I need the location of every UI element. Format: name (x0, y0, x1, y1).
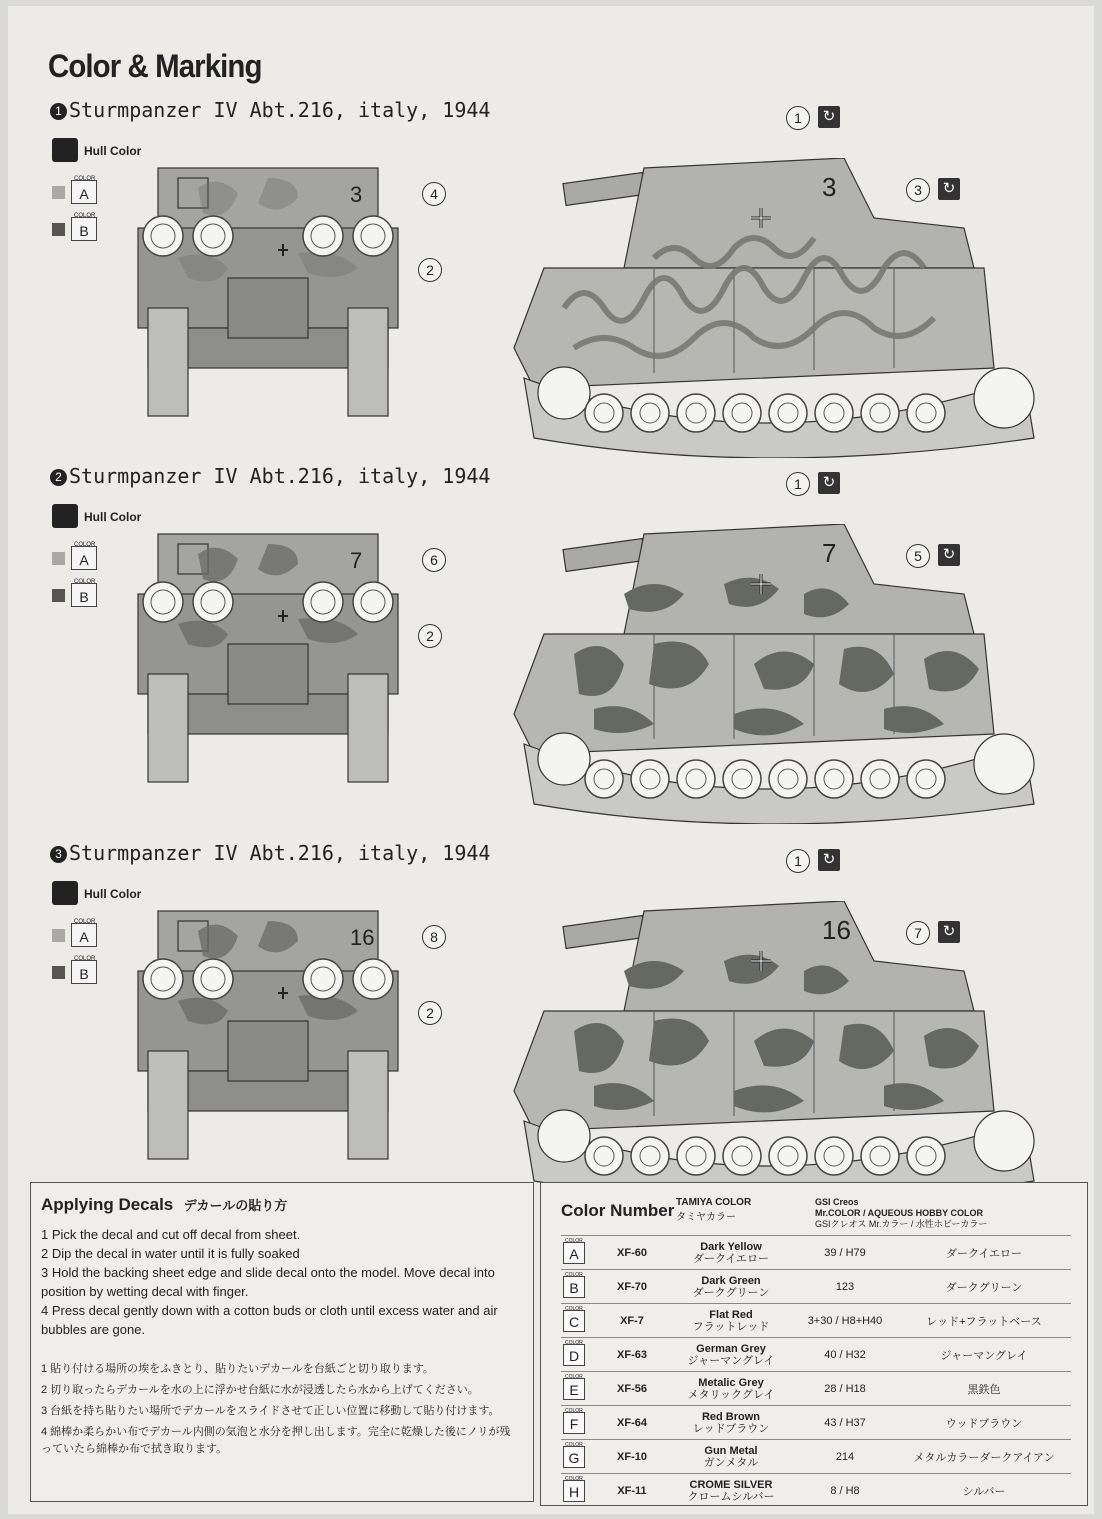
color-name-jp: ダークグリーン (692, 1286, 770, 1299)
color-name: Metalic Grey (698, 1376, 764, 1389)
color-row (561, 1270, 1071, 1304)
section-heading (50, 464, 490, 488)
swatch-color-b (52, 966, 65, 979)
color-letter-box: COLOR A (563, 1242, 585, 1264)
section-heading (50, 98, 490, 122)
color-letter-box: COLOR C (563, 1310, 585, 1332)
color-name-jp: レッドブラウン (692, 1422, 770, 1435)
section-title: Sturmpanzer IV Abt.216, italy, 1944 (69, 841, 491, 865)
swatch-color-b (52, 589, 65, 602)
rear-view-drawing (118, 524, 418, 784)
color-letter-box: COLOR H (563, 1480, 585, 1502)
callout-side-number: 5 (906, 544, 930, 568)
marking-section-3 (8, 841, 1094, 1181)
tamiya-code: XF-7 (595, 1304, 669, 1338)
color-row (561, 1406, 1071, 1440)
side-hull-number: 3 (822, 172, 837, 202)
gsi-header-1: GSI Creos (815, 1197, 859, 1207)
decal-step-jp-1: 1 貼り付ける場所の埃をふきとり、貼りたいデカールを台紙ごと切り取ります。 (41, 1363, 434, 1375)
gsi-name-jp: ダークグリーン (897, 1270, 1071, 1304)
paint-brush-icon (52, 881, 78, 905)
tamiya-header-jp: タミヤカラー (676, 1212, 736, 1223)
applying-decals-box (30, 1182, 534, 1502)
color-name-jp: メタリックグレイ (687, 1388, 775, 1401)
gsi-code: 3+30 / H8+H40 (793, 1304, 897, 1338)
swatch-color-a (52, 929, 65, 942)
gsi-code: 214 (793, 1440, 897, 1474)
color-tag-b: COLOR B (71, 960, 97, 984)
marking-section-2 (8, 464, 1094, 804)
gsi-code: 28 / H18 (793, 1372, 897, 1406)
tamiya-code: XF-63 (595, 1338, 669, 1372)
color-row (561, 1236, 1071, 1270)
color-letter-box: COLOR E (563, 1378, 585, 1400)
decal-step-4: 4 Press decal gently down with a cotton buds or cloth until excess water and air bubbles are gone. (41, 1303, 498, 1337)
rear-view-drawing (118, 901, 418, 1161)
decal-step-1: 1 Pick the decal and cut off decal from sheet. (41, 1227, 301, 1242)
color-letter-box: COLOR G (563, 1446, 585, 1468)
decal-icon: ↻ (818, 849, 840, 871)
color-name: German Grey (696, 1342, 766, 1355)
color-name: Flat Red (709, 1308, 753, 1321)
decal-step-3: 3 Hold the backing sheet edge and slide decal onto the model. Move decal into position by wetting decal with finger. (41, 1265, 495, 1299)
callout-side-cross: 1 (786, 472, 810, 496)
color-row (561, 1304, 1071, 1338)
tamiya-code: XF-64 (595, 1406, 669, 1440)
hull-color-label: Hull Color (84, 510, 142, 524)
color-tag-b: COLOR B (71, 217, 97, 241)
color-tag-a: COLOR A (71, 546, 97, 570)
tamiya-code: XF-11 (595, 1474, 669, 1508)
color-row (561, 1372, 1071, 1406)
color-tag-a: COLOR A (71, 180, 97, 204)
gsi-header-3: GSIクレオス Mr.カラー / 水性ホビーカラー (815, 1219, 988, 1229)
callout-rear-cross: 2 (418, 258, 442, 282)
gsi-name-jp: メタルカラーダークアイアン (897, 1440, 1071, 1474)
section-number: 3 (50, 846, 67, 863)
callout-rear-number: 8 (422, 925, 446, 949)
page-title: Color & Marking (48, 48, 262, 84)
decal-step-2: 2 Dip the decal in water until it is fully soaked (41, 1246, 300, 1261)
color-name: CROME SILVER (689, 1478, 773, 1491)
decal-step-jp-2: 2 切り取ったらデカールを水の上に浮かせ台紙に水が浸透したら水から上げてください。 (41, 1384, 479, 1396)
gsi-code: 8 / H8 (793, 1474, 897, 1508)
instruction-page (8, 6, 1094, 1514)
section-number: 1 (50, 103, 67, 120)
color-tag-b: COLOR B (71, 583, 97, 607)
color-row (561, 1440, 1071, 1474)
callout-rear-number: 6 (422, 548, 446, 572)
color-name-jp: ガンメタル (703, 1456, 759, 1469)
tamiya-header: TAMIYA COLOR (676, 1197, 752, 1208)
decal-icon: ↻ (938, 544, 960, 566)
side-view-drawing (504, 158, 1064, 458)
decal-icon: ↻ (938, 921, 960, 943)
color-name-jp: ジャーマングレイ (687, 1354, 775, 1367)
decal-icon: ↻ (938, 178, 960, 200)
decal-step-jp-4: 4 綿棒か柔らかい布でデカール内側の気泡と水分を押し出します。完全に乾燥した後にノリが残っていたら綿棒か布で拭き取ります。 (41, 1426, 511, 1455)
hull-color-label: Hull Color (84, 887, 142, 901)
gsi-header-2: Mr.COLOR / AQUEOUS HOBBY COLOR (815, 1208, 984, 1218)
side-view-drawing (504, 901, 1064, 1201)
callout-side-number: 3 (906, 178, 930, 202)
gsi-name-jp: ウッドブラウン (897, 1406, 1071, 1440)
marking-section-1 (8, 98, 1094, 438)
gsi-name-jp: 黒鉄色 (897, 1372, 1071, 1406)
gsi-code: 43 / H37 (793, 1406, 897, 1440)
decal-icon: ↻ (818, 472, 840, 494)
decal-icon: ↻ (818, 106, 840, 128)
color-name: Dark Green (701, 1274, 761, 1287)
color-row (561, 1474, 1071, 1508)
side-hull-number: 7 (822, 538, 837, 568)
gsi-code: 39 / H79 (793, 1236, 897, 1270)
color-name: Gun Metal (704, 1444, 758, 1457)
side-view-drawing (504, 524, 1064, 824)
callout-rear-cross: 2 (418, 624, 442, 648)
paint-brush-icon (52, 504, 78, 528)
swatch-color-a (52, 186, 65, 199)
callout-rear-cross: 2 (418, 1001, 442, 1025)
section-heading (50, 841, 490, 865)
paint-brush-icon (52, 138, 78, 162)
gsi-name-jp: ダークイエロー (897, 1236, 1071, 1270)
tamiya-code: XF-56 (595, 1372, 669, 1406)
hull-color-label: Hull Color (84, 144, 142, 158)
color-name: Dark Yellow (700, 1240, 762, 1253)
gsi-name-jp: ジャーマングレイ (897, 1338, 1071, 1372)
side-hull-number: 16 (822, 915, 851, 945)
gsi-code: 40 / H32 (793, 1338, 897, 1372)
tamiya-code: XF-60 (595, 1236, 669, 1270)
color-name-jp: ダークイエロー (692, 1252, 769, 1265)
rear-hull-number: 7 (350, 548, 363, 573)
callout-rear-number: 4 (422, 182, 446, 206)
color-letter-box: COLOR B (563, 1276, 585, 1298)
color-name: Red Brown (701, 1410, 761, 1423)
callout-side-cross: 1 (786, 849, 810, 873)
callout-side-cross: 1 (786, 106, 810, 130)
swatch-color-b (52, 223, 65, 236)
callout-side-number: 7 (906, 921, 930, 945)
decals-title-jp: デカールの貼り方 (183, 1198, 288, 1213)
color-letter-box: COLOR F (563, 1412, 585, 1434)
color-name-jp: フラットレッド (692, 1320, 770, 1333)
color-row (561, 1338, 1071, 1372)
section-number: 2 (50, 469, 67, 486)
color-number-box (540, 1182, 1088, 1506)
rear-hull-number: 16 (350, 925, 375, 950)
section-title: Sturmpanzer IV Abt.216, italy, 1944 (69, 464, 491, 488)
swatch-color-a (52, 552, 65, 565)
decal-step-jp-3: 3 台紙を持ち貼りたい場所でデカールをスライドさせて正しい位置に移動して貼り付けます。 (41, 1405, 500, 1417)
gsi-name-jp: レッド+フラットベース (897, 1304, 1071, 1338)
rear-hull-number: 3 (350, 182, 363, 207)
color-letter-box: COLOR D (563, 1344, 585, 1366)
tamiya-code: XF-70 (595, 1270, 669, 1304)
gsi-code: 123 (793, 1270, 897, 1304)
color-table (561, 1235, 1071, 1507)
decals-title: Applying Decals (41, 1195, 174, 1214)
gsi-name-jp: シルバー (897, 1474, 1071, 1508)
section-title: Sturmpanzer IV Abt.216, italy, 1944 (69, 98, 491, 122)
rear-view-drawing (118, 158, 418, 418)
color-name-jp: クロームシルバー (687, 1490, 775, 1503)
tamiya-code: XF-10 (595, 1440, 669, 1474)
color-table-title: Color Number (561, 1201, 675, 1220)
color-tag-a: COLOR A (71, 923, 97, 947)
